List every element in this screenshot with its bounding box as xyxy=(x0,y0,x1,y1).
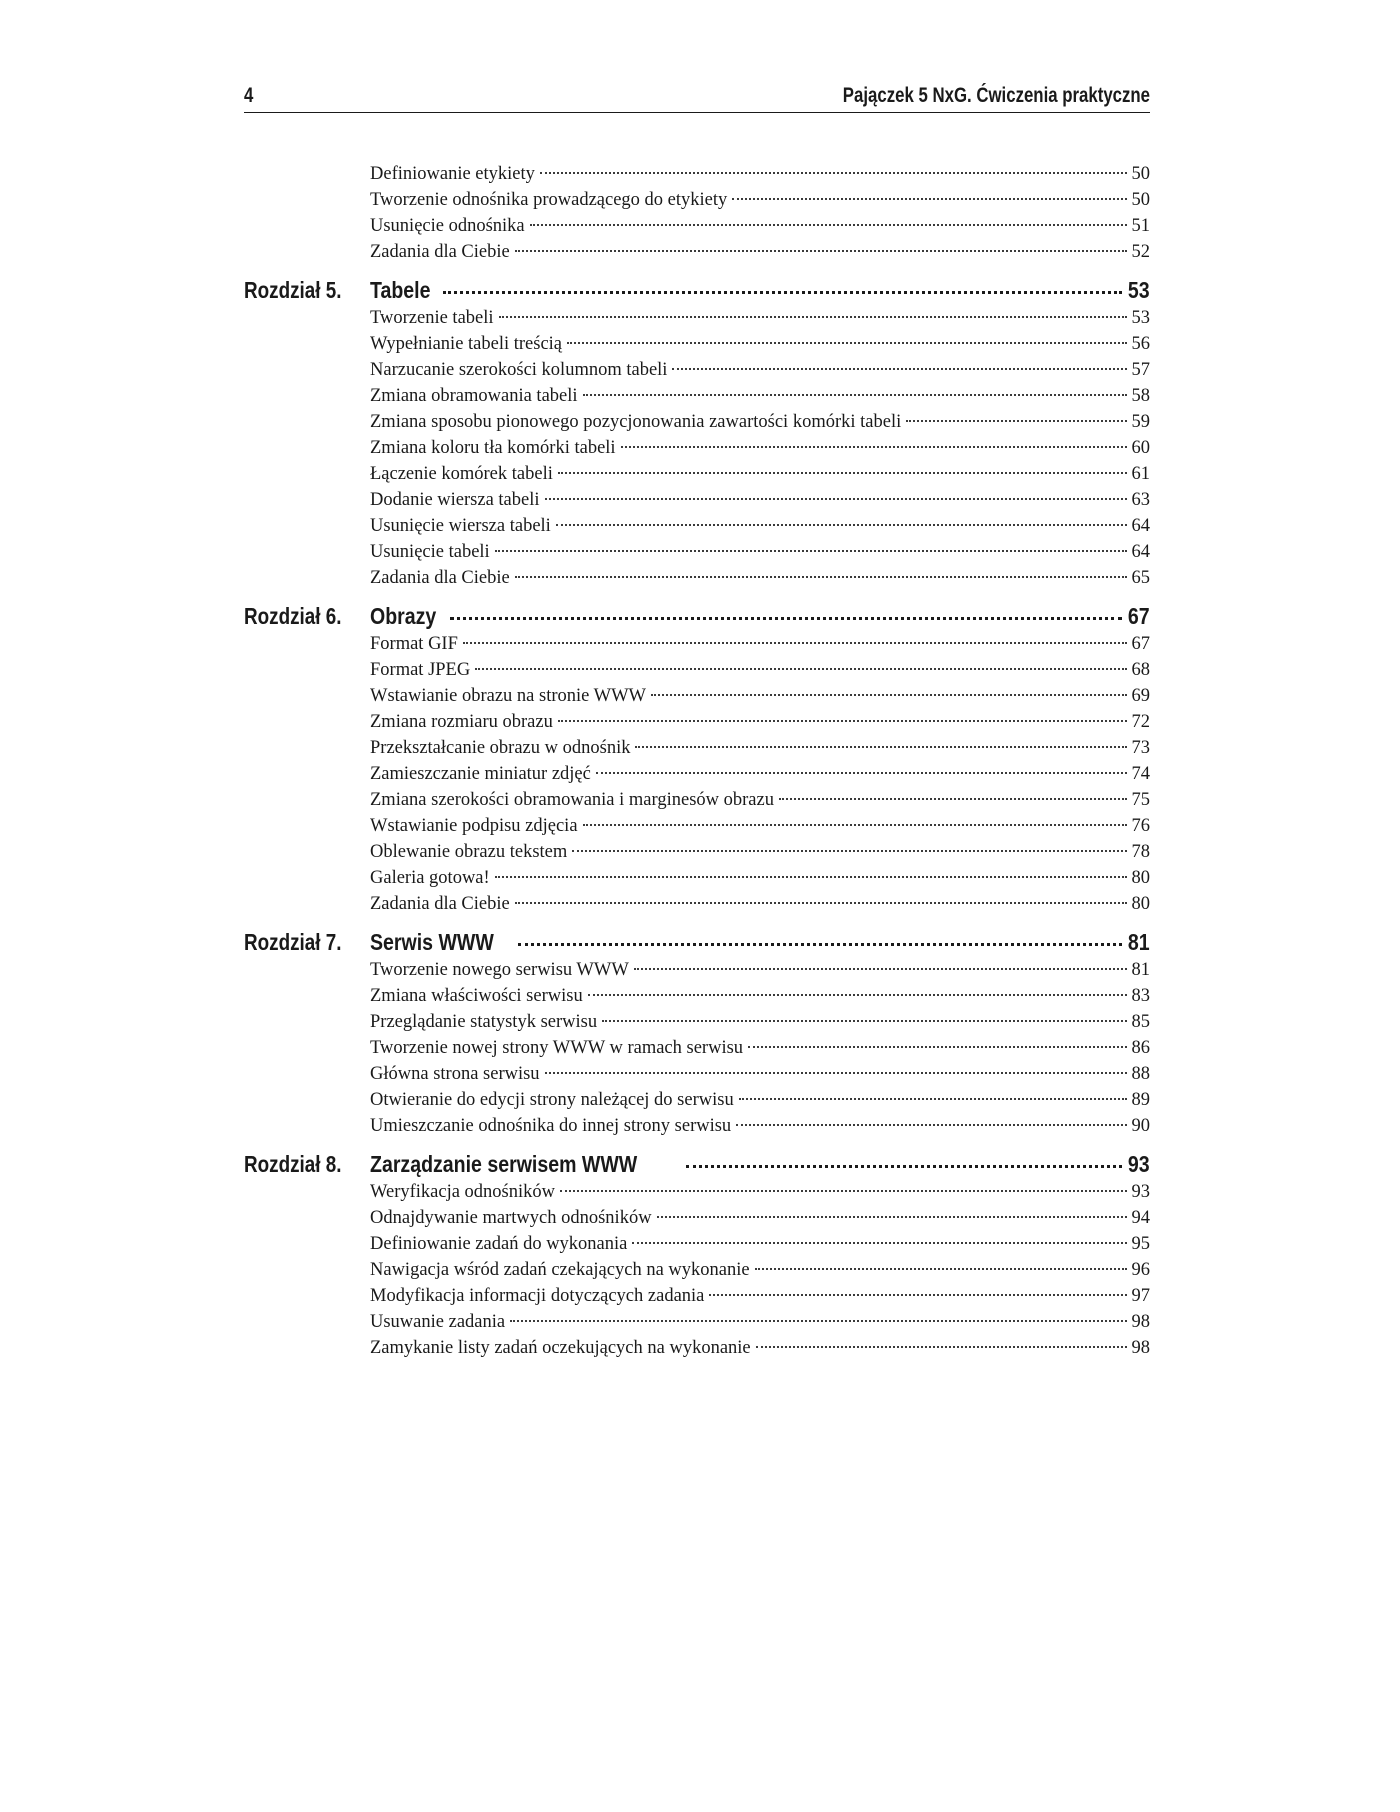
chapter-title: Tabele xyxy=(370,277,431,303)
toc-entry-page: 83 xyxy=(1131,986,1150,1006)
dot-leader xyxy=(634,968,1127,970)
dot-leader xyxy=(515,576,1127,578)
dot-leader xyxy=(635,746,1126,748)
dot-leader xyxy=(657,1216,1127,1218)
dot-leader xyxy=(475,668,1126,670)
dot-leader xyxy=(756,1346,1127,1348)
dot-leader xyxy=(495,550,1127,552)
dot-leader xyxy=(567,342,1126,344)
toc-entry-page: 64 xyxy=(1131,542,1150,562)
toc-entry-page: 88 xyxy=(1131,1064,1150,1084)
toc-entry-title: Zamieszczanie miniatur zdjęć xyxy=(370,764,591,784)
toc-entry-title: Format GIF xyxy=(370,634,458,654)
toc-entry xyxy=(370,461,1150,487)
toc-entry xyxy=(370,1061,1150,1087)
chapter-page: 67 xyxy=(1128,603,1150,629)
toc-entry-title: Galeria gotowa! xyxy=(370,868,490,888)
toc-entry-page: 65 xyxy=(1131,568,1150,588)
book-title: Pajączek 5 NxG. Ćwiczenia praktyczne xyxy=(842,84,1150,107)
toc-entry-page: 72 xyxy=(1131,712,1150,732)
toc-entry-page: 53 xyxy=(1131,308,1150,328)
toc-entry-page: 98 xyxy=(1131,1312,1150,1332)
dot-leader xyxy=(495,876,1127,878)
dot-leader xyxy=(779,798,1127,800)
toc-entry-title: Przekształcanie obrazu w odnośnik xyxy=(370,738,631,758)
chapter-heading xyxy=(244,601,1150,631)
dot-leader xyxy=(748,1046,1126,1048)
toc-entry-title: Oblewanie obrazu tekstem xyxy=(370,842,568,862)
chapter-row xyxy=(370,1149,1150,1179)
toc-entry xyxy=(370,1257,1150,1283)
toc-entry-title: Zamykanie listy zadań oczekujących na wykonanie xyxy=(370,1338,751,1358)
chapter-label: Rozdział 5. xyxy=(244,277,342,303)
toc-entry xyxy=(370,1335,1150,1361)
dot-leader xyxy=(588,994,1127,996)
toc-entry-page: 97 xyxy=(1131,1286,1150,1306)
toc-entry xyxy=(370,957,1150,983)
dot-leader xyxy=(572,850,1126,852)
toc-entry xyxy=(370,631,1150,657)
toc-entry-title: Modyfikacja informacji dotyczących zadania xyxy=(370,1286,705,1306)
dot-leader xyxy=(621,446,1127,448)
toc-entry xyxy=(370,1113,1150,1139)
toc-entry-title: Definiowanie zadań do wykonania xyxy=(370,1234,628,1254)
toc-entry-title: Odnajdywanie martwych odnośników xyxy=(370,1208,652,1228)
toc-entry-page: 96 xyxy=(1131,1260,1150,1280)
toc-entry-title: Format JPEG xyxy=(370,660,471,680)
dot-leader xyxy=(510,1320,1126,1322)
dot-leader xyxy=(515,902,1127,904)
toc-entry xyxy=(370,357,1150,383)
table-of-contents xyxy=(244,161,1150,1361)
toc-entry-title: Usunięcie wiersza tabeli xyxy=(370,516,551,536)
toc-entry-page: 75 xyxy=(1131,790,1150,810)
dot-leader xyxy=(450,617,1122,620)
toc-entry xyxy=(370,891,1150,917)
toc-entry-page: 73 xyxy=(1131,738,1150,758)
toc-entry xyxy=(370,1205,1150,1231)
toc-entry xyxy=(370,709,1150,735)
toc-entry-page: 76 xyxy=(1131,816,1150,836)
toc-entry-page: 78 xyxy=(1131,842,1150,862)
toc-entry xyxy=(370,813,1150,839)
toc-entry-title: Zadania dla Ciebie xyxy=(370,568,510,588)
toc-entry xyxy=(370,1035,1150,1061)
toc-entry-page: 94 xyxy=(1131,1208,1150,1228)
toc-entry-title: Przeglądanie statystyk serwisu xyxy=(370,1012,598,1032)
dot-leader xyxy=(739,1098,1127,1100)
toc-entry-title: Dodanie wiersza tabeli xyxy=(370,490,540,510)
dot-leader xyxy=(560,1190,1127,1192)
toc-entry xyxy=(370,761,1150,787)
page-number: 4 xyxy=(244,84,254,107)
dot-leader xyxy=(602,1020,1126,1022)
chapter-row xyxy=(370,601,1150,631)
toc-entry-page: 85 xyxy=(1131,1012,1150,1032)
toc-entry-page: 80 xyxy=(1131,868,1150,888)
toc-entry-page: 81 xyxy=(1131,960,1150,980)
toc-entry-page: 60 xyxy=(1131,438,1150,458)
toc-entry-page: 68 xyxy=(1131,660,1150,680)
toc-entry-title: Tworzenie odnośnika prowadzącego do etykiety xyxy=(370,190,728,210)
toc-entry-title: Usuwanie zadania xyxy=(370,1312,506,1332)
toc-entry xyxy=(370,657,1150,683)
toc-entry-page: 80 xyxy=(1131,894,1150,914)
toc-entry-title: Otwieranie do edycji strony należącej do serwisu xyxy=(370,1090,734,1110)
toc-entry xyxy=(370,187,1150,213)
toc-entry xyxy=(370,1087,1150,1113)
dot-leader xyxy=(732,198,1126,200)
toc-entry-title: Wstawianie obrazu na stronie WWW xyxy=(370,686,647,706)
toc-entry xyxy=(370,1179,1150,1205)
dot-leader xyxy=(906,420,1126,422)
toc-entry-title: Zmiana obramowania tabeli xyxy=(370,386,578,406)
dot-leader xyxy=(443,291,1122,294)
toc-entry xyxy=(370,239,1150,265)
toc-entry-page: 50 xyxy=(1131,190,1150,210)
chapter-label: Rozdział 6. xyxy=(244,603,342,629)
toc-entry-title: Zadania dla Ciebie xyxy=(370,894,510,914)
toc-entry-title: Zmiana sposobu pionowego pozycjonowania zawartości komórki tabeli xyxy=(370,412,902,432)
dot-leader xyxy=(558,720,1127,722)
dot-leader xyxy=(755,1268,1127,1270)
toc-entry-title: Nawigacja wśród zadań czekających na wykonanie xyxy=(370,1260,750,1280)
toc-entry-page: 67 xyxy=(1131,634,1150,654)
toc-entry-page: 56 xyxy=(1131,334,1150,354)
chapter-row xyxy=(370,275,1150,305)
toc-entry xyxy=(370,539,1150,565)
chapter-heading xyxy=(244,927,1150,957)
toc-entry xyxy=(370,305,1150,331)
chapter-label: Rozdział 8. xyxy=(244,1151,342,1177)
toc-entry xyxy=(370,161,1150,187)
chapter-page: 53 xyxy=(1128,277,1150,303)
toc-entry xyxy=(370,865,1150,891)
toc-entry xyxy=(370,383,1150,409)
chapter-heading xyxy=(244,1149,1150,1179)
toc-entry-title: Zadania dla Ciebie xyxy=(370,242,510,262)
chapter-heading xyxy=(244,275,1150,305)
toc-entry-title: Usunięcie tabeli xyxy=(370,542,490,562)
toc-entry xyxy=(370,735,1150,761)
toc-entry xyxy=(370,565,1150,591)
toc-entry xyxy=(370,487,1150,513)
toc-entry-page: 52 xyxy=(1131,242,1150,262)
toc-entry-title: Zmiana rozmiaru obrazu xyxy=(370,712,553,732)
dot-leader xyxy=(499,316,1127,318)
toc-entry-title: Narzucanie szerokości kolumnom tabeli xyxy=(370,360,668,380)
toc-entry-title: Zmiana właściwości serwisu xyxy=(370,986,583,1006)
chapter-title: Obrazy xyxy=(370,603,437,629)
toc-entry-page: 57 xyxy=(1131,360,1150,380)
dot-leader xyxy=(530,224,1127,226)
toc-entry-title: Weryfikacja odnośników xyxy=(370,1182,555,1202)
toc-entry xyxy=(370,409,1150,435)
toc-entry-page: 61 xyxy=(1131,464,1150,484)
toc-entry xyxy=(370,435,1150,461)
dot-leader xyxy=(672,368,1126,370)
toc-entry xyxy=(370,1231,1150,1257)
toc-entry-title: Łączenie komórek tabeli xyxy=(370,464,553,484)
dot-leader xyxy=(736,1124,1126,1126)
toc-entry-page: 86 xyxy=(1131,1038,1150,1058)
toc-entry-page: 74 xyxy=(1131,764,1150,784)
toc-entry-page: 69 xyxy=(1131,686,1150,706)
dot-leader xyxy=(583,824,1127,826)
toc-entry-page: 59 xyxy=(1131,412,1150,432)
toc-entry-page: 98 xyxy=(1131,1338,1150,1358)
dot-leader xyxy=(545,1072,1127,1074)
dot-leader xyxy=(686,1165,1122,1168)
dot-leader xyxy=(558,472,1127,474)
toc-entry-title: Zmiana koloru tła komórki tabeli xyxy=(370,438,616,458)
toc-entry-title: Wstawianie podpisu zdjęcia xyxy=(370,816,578,836)
dot-leader xyxy=(545,498,1127,500)
toc-entry-page: 58 xyxy=(1131,386,1150,406)
page-header xyxy=(244,82,1150,113)
toc-entry xyxy=(370,1309,1150,1335)
toc-entry xyxy=(370,839,1150,865)
dot-leader xyxy=(583,394,1127,396)
toc-entry-title: Umieszczanie odnośnika do innej strony serwisu xyxy=(370,1116,732,1136)
toc-entry-page: 90 xyxy=(1131,1116,1150,1136)
toc-entry-page: 93 xyxy=(1131,1182,1150,1202)
toc-entry-title: Zmiana szerokości obramowania i marginesów obrazu xyxy=(370,790,774,810)
toc-entry-page: 50 xyxy=(1131,164,1150,184)
dot-leader xyxy=(556,524,1127,526)
toc-entry-page: 51 xyxy=(1131,216,1150,236)
toc-entry-title: Główna strona serwisu xyxy=(370,1064,540,1084)
chapter-page: 81 xyxy=(1128,929,1150,955)
dot-leader xyxy=(632,1242,1126,1244)
dot-leader xyxy=(651,694,1126,696)
toc-entry xyxy=(370,1283,1150,1309)
toc-entry-title: Tworzenie nowej strony WWW w ramach serwisu xyxy=(370,1038,744,1058)
toc-entry-title: Usunięcie odnośnika xyxy=(370,216,525,236)
toc-entry xyxy=(370,513,1150,539)
toc-entry-title: Tworzenie tabeli xyxy=(370,308,494,328)
toc-entry-title: Wypełnianie tabeli treścią xyxy=(370,334,563,354)
toc-entry-page: 89 xyxy=(1131,1090,1150,1110)
dot-leader xyxy=(463,642,1127,644)
toc-entry-title: Tworzenie nowego serwisu WWW xyxy=(370,960,629,980)
toc-entry xyxy=(370,683,1150,709)
toc-entry xyxy=(370,213,1150,239)
toc-entry xyxy=(370,1009,1150,1035)
toc-entry-title: Definiowanie etykiety xyxy=(370,164,535,184)
chapter-label: Rozdział 7. xyxy=(244,929,342,955)
dot-leader xyxy=(515,250,1127,252)
dot-leader xyxy=(596,772,1127,774)
chapter-title: Zarządzanie serwisem WWW xyxy=(370,1151,638,1177)
toc-entry-page: 95 xyxy=(1131,1234,1150,1254)
toc-entry xyxy=(370,331,1150,357)
toc-entry xyxy=(370,983,1150,1009)
chapter-title: Serwis WWW xyxy=(370,929,494,955)
chapter-row xyxy=(370,927,1150,957)
toc-entry-page: 63 xyxy=(1131,490,1150,510)
chapter-page: 93 xyxy=(1128,1151,1150,1177)
dot-leader xyxy=(540,172,1127,174)
dot-leader xyxy=(518,943,1123,946)
toc-entry xyxy=(370,787,1150,813)
toc-entry-page: 64 xyxy=(1131,516,1150,536)
dot-leader xyxy=(709,1294,1126,1296)
